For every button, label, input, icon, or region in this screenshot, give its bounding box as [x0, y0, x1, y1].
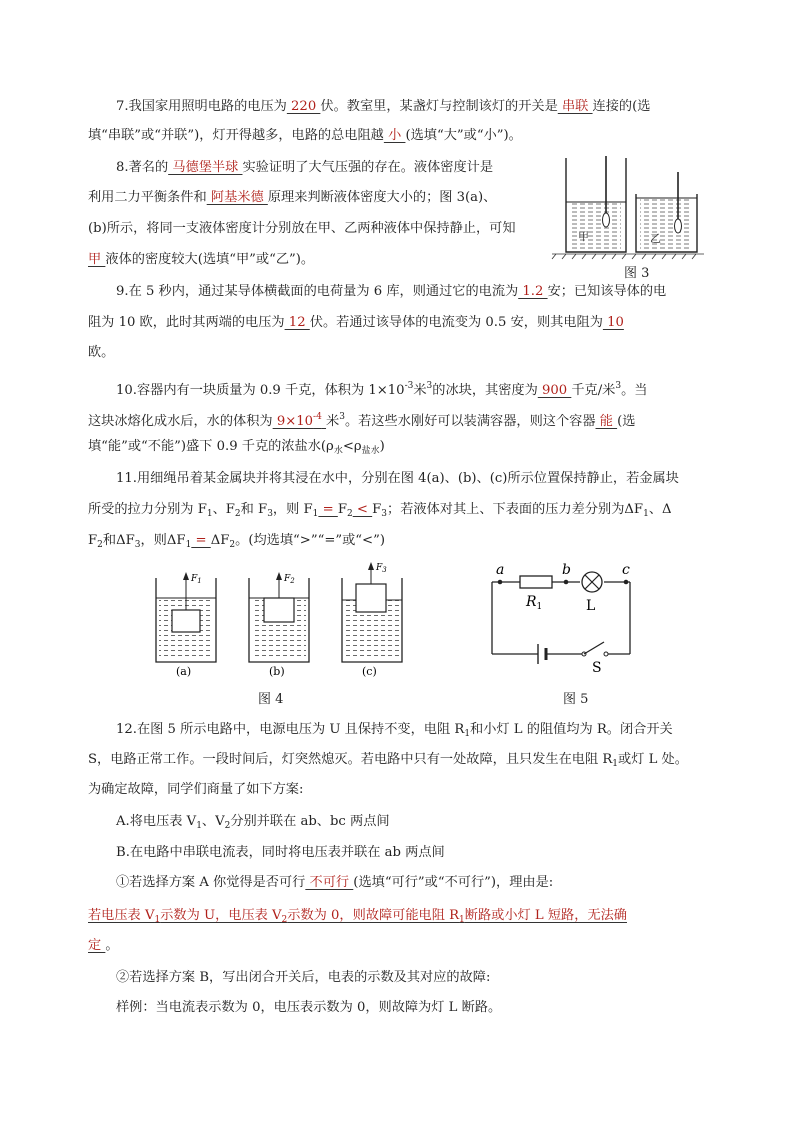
q8-answer-liquid: 甲: [88, 252, 106, 267]
q9-text: 伏。若通过该导体的电流变为 0.5 安，则其电阻为: [309, 315, 603, 330]
q7-text: 伏。教室里，某盏灯与控制该灯的开关是: [320, 99, 558, 114]
q11-subscript: 2: [346, 509, 353, 519]
label-r1-symbol: R: [526, 594, 537, 610]
q10-text: 。若这些水刚好可以装满容器，则这个容器: [344, 414, 596, 429]
q7-answer-voltage: 220: [286, 99, 321, 114]
fig4-label-c: (c): [362, 665, 377, 678]
q7-line2: [88, 126, 522, 146]
figure-5: [480, 560, 660, 676]
q10-subscript: 盐水: [361, 446, 380, 456]
q9-line2: [88, 313, 624, 333]
node-b: [564, 580, 569, 585]
q10-subscript: 水: [333, 446, 343, 456]
fig4-force-c-sub: 3: [382, 566, 387, 574]
q12-reason-text: 若电压表 V: [88, 908, 155, 923]
q7-line1: [116, 97, 650, 117]
q12-subscript: 2: [224, 821, 231, 831]
q12-text: 12.在图 5 所示电路中，电源电压为 U 且保持不变，电阻 R: [116, 722, 465, 737]
q11-answer-1: =: [318, 502, 338, 517]
fig4-force-a-symbol: F: [191, 574, 198, 584]
beaker-b: [249, 572, 309, 662]
fig4-caption: 图 4: [258, 692, 284, 707]
q12-text: ①若选择方案 A 你觉得是否可行: [116, 875, 306, 890]
q12-text: 、V: [201, 814, 225, 829]
fig4-force-b-symbol: F: [284, 574, 291, 584]
q12-text: 。: [105, 938, 119, 953]
q10-text: 千克/米: [571, 383, 616, 398]
q12-option-b: [116, 843, 445, 863]
beaker-b: [636, 172, 697, 252]
q10-exponent: -3: [404, 381, 414, 391]
q8-line1: [116, 158, 493, 178]
q12-line1: [116, 720, 673, 744]
q11-text: 和ΔF: [102, 533, 135, 548]
q12-text: S，电路正常工作。一段时间后，灯突然熄灭。若电路中只有一处故障，且只发生在电阻 R: [88, 752, 613, 767]
q12-subscript: 1: [154, 915, 161, 925]
q9-text: 欧。: [88, 345, 115, 360]
q12-example: [116, 998, 501, 1018]
q11-text: 和 F: [240, 502, 268, 517]
q9-answer-resistance: 10: [602, 315, 624, 330]
circuit-wires: [492, 582, 630, 654]
q10-text: ): [379, 439, 385, 454]
label-r1: [525, 594, 542, 612]
q7-answer-resistance: 小: [383, 128, 406, 143]
q12-text: 或灯 L 处。: [618, 752, 688, 767]
q7-text: 7.我国家用照明电路的电压为: [116, 99, 287, 114]
q12-text: 为确定故障，同学们商量了如下方案:: [88, 782, 304, 797]
q10-answer-can: 能: [595, 414, 618, 429]
q11-subscript: 2: [234, 509, 241, 519]
q12-reason-text: 示数为 0，则故障可能电阻 R: [287, 908, 460, 923]
figure-3: [548, 150, 708, 260]
q9-line3: [88, 343, 114, 363]
switch-s: [582, 642, 608, 656]
q10-line3: [88, 437, 385, 461]
q8-text: 8.著名的: [116, 160, 169, 175]
q12-text: B.在电路中串联电流表，同时将电压表并联在 ab 两点间: [116, 845, 445, 860]
q11-subscript: 2: [97, 540, 103, 550]
q10-text: 。当: [621, 383, 648, 398]
fig3-caption: 图 3: [624, 266, 650, 281]
q12-text: 分别并联在 ab、bc 两点间: [230, 814, 390, 829]
battery: [538, 644, 546, 664]
q12-answer-reason-end: 定: [88, 938, 106, 953]
q7-text: (选填“大”或“小”)。: [405, 128, 522, 143]
q11-text: ，则 F: [272, 502, 313, 517]
q12-text: 和小灯 L 的阻值均为 R。闭合开关: [470, 722, 673, 737]
fig4-force-c-symbol: F: [376, 563, 383, 573]
q10-text: 这块冰熔化成水后，水的体积为: [88, 414, 273, 429]
q10-text: 10.容器内有一块质量为 0.9 千克，体积为 1×10: [116, 383, 405, 398]
q12-subscript: 1: [196, 821, 202, 831]
label-r1-sub: 1: [536, 602, 543, 612]
q10-exponent: 3: [339, 412, 345, 422]
q11-subscript: 3: [267, 509, 273, 519]
q10-text: 的冰块，其密度为: [432, 383, 538, 398]
q11-line1: [116, 469, 679, 489]
node-c: [624, 580, 629, 585]
q7-answer-connection: 串联: [557, 99, 593, 114]
q10-text: (选: [617, 414, 636, 429]
q10-text: 米: [326, 414, 340, 429]
q11-text: 所受的拉力分别为 F: [88, 502, 207, 517]
q12-text: ②若选择方案 B，写出闭合开关后，电表的示数及其对应的故障:: [116, 970, 491, 985]
fig4-label-b: (b): [269, 665, 285, 678]
q11-subscript: 2: [229, 540, 236, 550]
q11-subscript: 3: [381, 509, 388, 519]
fig4-force-b-sub: 2: [290, 577, 295, 585]
q10-text: <ρ: [342, 439, 362, 454]
q11-subscript: 1: [206, 509, 213, 519]
fig4-force-a: [190, 574, 202, 585]
q11-text: ΔF: [210, 533, 230, 548]
lamp-l: [582, 572, 602, 592]
q12-subscript: 1: [612, 759, 619, 769]
node-a: [498, 580, 503, 585]
q12-text: 样例：当电流表示数为 0，电压表示数为 0，则故障为灯 L 断路。: [116, 1000, 502, 1015]
q11-text: 。(均选填“>”“=”或“<”): [235, 533, 385, 548]
ground-hatch: [552, 254, 704, 259]
q11-text: F: [88, 533, 98, 548]
q8-text: 实验证明了大气压强的存在。液体密度计是: [242, 160, 494, 175]
label-a: a: [496, 562, 505, 578]
q12-line2: [88, 750, 688, 774]
q8-line2: [88, 188, 496, 208]
q10-text: 填“能”或“不能”)盛下 0.9 千克的浓盐水(ρ: [88, 439, 334, 454]
q11-line3: [88, 531, 385, 555]
fig4-force-c: [375, 563, 387, 574]
q11-subscript: 1: [643, 509, 649, 519]
q8-line4: [88, 250, 314, 270]
fig3-label-left: 甲: [578, 230, 589, 243]
q12-reason-line1: [88, 906, 627, 930]
fig4-label-a: (a): [176, 665, 192, 678]
beaker-c: [342, 562, 402, 662]
q12-line3: [88, 780, 303, 800]
q9-line1: [116, 282, 666, 302]
q11-subscript: 1: [312, 509, 319, 519]
q9-text: 阻为 10 欧，此时其两端的电压为: [88, 315, 285, 330]
q11-text: 11.用细绳吊着某金属块并将其浸在水中，分别在图 4(a)、(b)、(c)所示位置保持静止，若金属块: [116, 471, 679, 486]
q12-text: (选填“可行”或“不可行”)，理由是:: [353, 875, 554, 890]
q12-sub1: [116, 873, 553, 893]
q9-text: 安；已知该导体的电: [547, 284, 667, 299]
q7-text: 连接的(选: [592, 99, 651, 114]
q9-text: 9.在 5 秒内，通过某导体横截面的电荷量为 6 库，则通过它的电流为: [116, 284, 519, 299]
label-b: b: [562, 562, 571, 578]
resistor-r1: [520, 576, 552, 588]
fig4-force-a-sub: 1: [197, 577, 202, 585]
q8-text: 利用二力平衡条件和: [88, 190, 207, 205]
q10-answer-volume-base: 9×10: [272, 414, 314, 429]
q11-answer-2: <: [352, 502, 373, 517]
fig5-caption: 图 5: [563, 692, 589, 707]
q9-answer-voltage: 12: [284, 315, 310, 330]
q7-text: 填“串联”或“并联”)，灯开得越多，电路的总电阻越: [88, 128, 384, 143]
q11-text: F: [372, 502, 382, 517]
q12-sub2: [116, 968, 490, 988]
q11-subscript: 1: [185, 540, 192, 550]
q10-answer-density: 900: [537, 383, 572, 398]
q8-text: 原理来判断液体密度大小的；图 3(a)、: [267, 190, 497, 205]
label-s: S: [592, 660, 602, 676]
q11-text: 、F: [212, 502, 235, 517]
q12-reason-line2: [88, 936, 119, 956]
q12-answer-reason: [88, 908, 627, 923]
q8-answer-experiment: 马德堡半球: [168, 160, 243, 175]
q11-text: F: [337, 502, 347, 517]
q10-exponent: 3: [426, 381, 433, 391]
q12-subscript: 1: [459, 915, 465, 925]
beaker-a: [566, 156, 626, 252]
fig4-force-b: [283, 574, 295, 585]
q12-option-a: [116, 812, 390, 836]
fig3-label-right: 乙: [650, 232, 661, 245]
beaker-a: [156, 572, 216, 662]
q10-text: 米: [413, 383, 427, 398]
q12-subscript: 1: [464, 729, 471, 739]
q9-answer-current: 1.2: [518, 284, 548, 299]
q10-line1: [116, 376, 647, 401]
q10-answer-volume: [273, 414, 326, 429]
q11-subscript: 3: [134, 540, 141, 550]
q12-subscript: 2: [281, 915, 288, 925]
q11-answer-3: =: [191, 533, 211, 548]
q10-answer-volume-exponent: -4: [313, 412, 322, 422]
q8-line3: [88, 219, 516, 239]
q12-answer-feasible: 不可行: [305, 875, 354, 890]
q12-text: A.将电压表 V: [116, 814, 197, 829]
q11-text: ，则ΔF: [140, 533, 186, 548]
q10-line2: [88, 407, 635, 432]
q8-answer-principle: 阿基米德: [206, 190, 268, 205]
q11-text: 、Δ: [648, 502, 672, 517]
q8-text: 液体的密度较大(选填“甲”或“乙”)。: [105, 252, 315, 267]
q12-reason-text: 断路或小灯 L 短路，无法确: [464, 908, 627, 923]
label-c: c: [622, 562, 630, 578]
label-l: L: [586, 598, 596, 614]
q10-exponent: 3: [615, 381, 622, 391]
figure-4: [150, 558, 410, 678]
q8-text: (b)所示，将同一支液体密度计分别放在甲、乙两种液体中保持静止，可知: [88, 221, 516, 236]
q11-text: ；若液体对其上、下表面的压力差分别为ΔF: [387, 502, 644, 517]
q11-line2: [88, 500, 672, 524]
q12-reason-text: 示数为 U，电压表 V: [160, 908, 282, 923]
